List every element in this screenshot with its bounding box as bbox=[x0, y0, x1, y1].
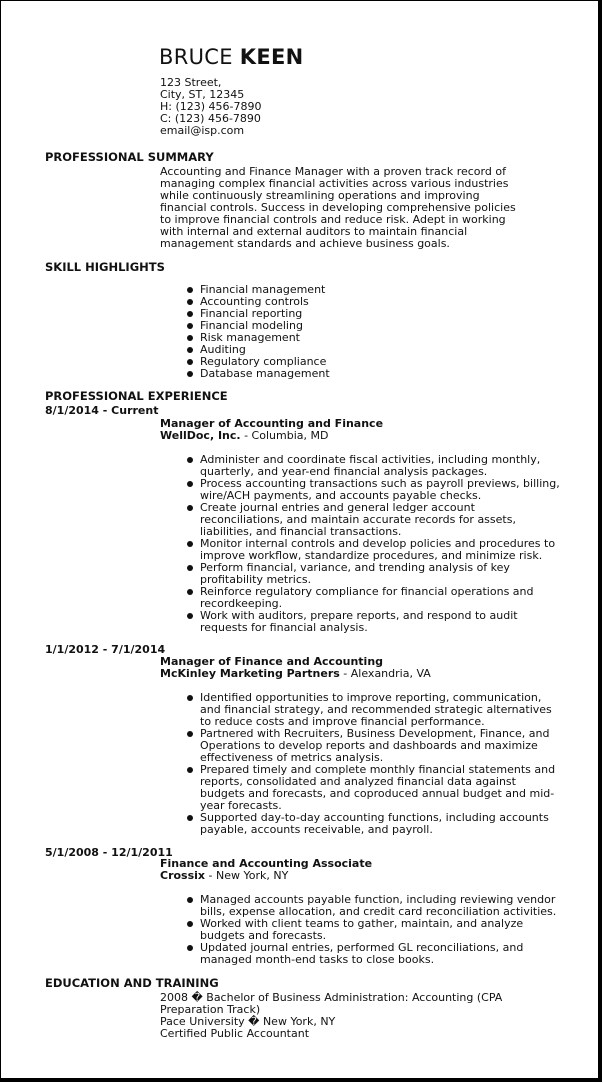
skill-item: Auditing bbox=[160, 344, 530, 356]
summary-heading: PROFESSIONAL SUMMARY bbox=[45, 150, 214, 164]
job-bullets bbox=[160, 454, 560, 634]
summary-text: Accounting and Finance Manager with a proven track record of managing complex financial activities across various industries while continuously streamlining operations and improving financial controls. Success in developing comprehensive policies to improve financial controls and reduce risk. Adept in working with internal and external auditors to maintain financial management standards and achieve business goals. bbox=[160, 165, 516, 250]
job-dates: 1/1/2012 - 7/1/2014 bbox=[45, 643, 166, 656]
job-dates: 8/1/2014 - Current bbox=[45, 404, 159, 417]
skill-item: Risk management bbox=[160, 332, 530, 344]
job-bullet: Reinforce regulatory compliance for financial operations and recordkeeping. bbox=[160, 586, 560, 610]
job-bullet: Identified opportunities to improve reporting, communication, and financial strategy, and recommended strategic alternatives to reduce costs and improve financial performance. bbox=[160, 692, 560, 728]
job-bullet: Prepared timely and complete monthly financial statements and reports, consolidated and analyzed financial data against budgets and forecasts, and coproduced annual budget and mid-year forecasts. bbox=[160, 764, 560, 812]
job-title: Manager of Accounting and Finance bbox=[160, 417, 384, 430]
skill-item: Database management bbox=[160, 368, 530, 380]
last-name: KEEN bbox=[239, 45, 304, 69]
job-bullet: Perform financial, variance, and trending analysis of key profitability metrics. bbox=[160, 562, 560, 586]
certification-line: Certified Public Accountant bbox=[160, 1027, 310, 1040]
job-bullet: Monitor internal controls and develop policies and procedures to improve workflow, standardize procedures, and minimize risk. bbox=[160, 538, 560, 562]
job-bullets bbox=[160, 692, 560, 836]
job-entry bbox=[160, 858, 560, 966]
job-bullet: Administer and coordinate fiscal activities, including monthly, quarterly, and year-end financial analysis packages. bbox=[160, 454, 560, 478]
job-employer bbox=[160, 870, 560, 882]
email: email@isp.com bbox=[160, 124, 245, 137]
company-name: McKinley Marketing Partners bbox=[160, 667, 340, 680]
first-name: BRUCE bbox=[159, 45, 233, 69]
job-bullet: Supported day-to-day accounting functions, including accounts payable, accounts receivable, and payroll. bbox=[160, 812, 560, 836]
job-bullet: Work with auditors, prepare reports, and respond to audit requests for financial analysis. bbox=[160, 610, 560, 634]
job-bullet: Updated journal entries, performed GL reconciliations, and managed month-end tasks to close books. bbox=[160, 942, 560, 966]
job-location: - New York, NY bbox=[205, 869, 289, 882]
education-heading: EDUCATION AND TRAINING bbox=[45, 976, 219, 990]
job-bullet: Managed accounts payable function, including reviewing vendor bills, expense allocation, and credit card reconciliation activities. bbox=[160, 894, 560, 918]
job-bullet: Worked with client teams to gather, maintain, and analyze budgets and forecasts. bbox=[160, 918, 560, 942]
skill-item: Financial modeling bbox=[160, 320, 530, 332]
city-line: City, ST, 12345 bbox=[160, 88, 245, 101]
company-name: Crossix bbox=[160, 869, 206, 882]
candidate-name bbox=[159, 45, 304, 69]
skill-item: Regulatory compliance bbox=[160, 356, 530, 368]
job-bullets bbox=[160, 894, 560, 966]
job-bullet: Create journal entries and general ledger account reconciliations, and maintain accurate records for assets, liabilities, and financial transactions. bbox=[160, 502, 560, 538]
home-phone: H: (123) 456-7890 bbox=[160, 100, 262, 113]
job-title: Finance and Accounting Associate bbox=[160, 857, 373, 870]
job-bullet: Partnered with Recruiters, Business Development, Finance, and Operations to develop reports and dashboards and maximize effectiveness of metrics analysis. bbox=[160, 728, 560, 764]
job-title: Manager of Finance and Accounting bbox=[160, 655, 384, 668]
school-line: Pace University � New York, NY bbox=[160, 1015, 336, 1028]
skill-item: Financial reporting bbox=[160, 308, 530, 320]
job-employer bbox=[160, 430, 560, 442]
skills-list bbox=[160, 284, 530, 380]
job-entry bbox=[160, 418, 560, 634]
address-line: 123 Street, bbox=[160, 76, 222, 89]
skills-heading: SKILL HIGHLIGHTS bbox=[45, 260, 165, 274]
experience-heading: PROFESSIONAL EXPERIENCE bbox=[45, 389, 228, 403]
degree-line: 2008 � Bachelor of Business Administration: Accounting (CPA Preparation Track) bbox=[160, 991, 503, 1016]
company-name: WellDoc, Inc. bbox=[160, 429, 241, 442]
education-details bbox=[160, 992, 560, 1040]
job-bullet: Process accounting transactions such as payroll previews, billing, wire/ACH payments, and accounts payable checks. bbox=[160, 478, 560, 502]
job-employer bbox=[160, 668, 560, 680]
skill-item: Financial management bbox=[160, 284, 530, 296]
skill-item: Accounting controls bbox=[160, 296, 530, 308]
contact-info bbox=[160, 77, 262, 137]
job-location: - Alexandria, VA bbox=[339, 667, 431, 680]
job-entry bbox=[160, 656, 560, 836]
cell-phone: C: (123) 456-7890 bbox=[160, 112, 261, 125]
job-location: - Columbia, MD bbox=[240, 429, 329, 442]
job-dates: 5/1/2008 - 12/1/2011 bbox=[45, 846, 173, 859]
